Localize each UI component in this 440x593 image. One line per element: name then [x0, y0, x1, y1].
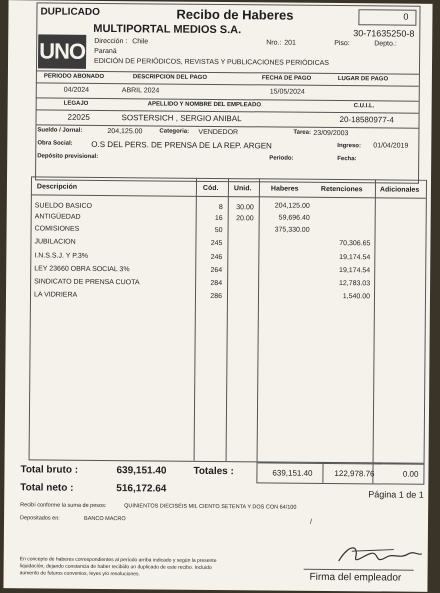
- row-ret: 70,306.65: [339, 240, 371, 248]
- name-label: APELLIDO Y NOMBRE DEL EMPLEADO: [147, 101, 262, 109]
- row-cod: 284: [210, 279, 223, 288]
- fecha-label: Fecha:: [337, 156, 357, 163]
- company-name: MULTIPORTAL MEDIOS S.A.: [93, 22, 242, 37]
- row-cod: 8: [218, 204, 223, 212]
- nro-value: 201: [284, 39, 296, 47]
- sueldo-value: 204,125.00: [107, 128, 143, 136]
- row-cod: 264: [210, 266, 223, 275]
- payment-date-value: 15/05/2024: [269, 88, 305, 96]
- row-desc: SUELDO BASICO: [34, 202, 92, 210]
- row-ret: 1,540.00: [342, 293, 371, 301]
- periodo-label: Periodo:: [269, 155, 294, 162]
- sueldo-label: Sueldo / Jornal:: [37, 127, 83, 134]
- depto-label: Depto.:: [374, 40, 397, 48]
- row-desc: ANTIGÜEDAD: [34, 213, 81, 221]
- depositado-value: BANCO MACRO: [84, 515, 126, 523]
- col-divider: [322, 463, 323, 483]
- recibi-label: Recibí conforme la suma de pesos:: [20, 502, 107, 510]
- col-header-descripcion: Descripción: [36, 183, 78, 191]
- piso-label: Piso:: [334, 40, 350, 48]
- col-header-haberes: Haberes: [270, 185, 299, 193]
- row-desc: I.N.S.S.J. Y P.3%: [34, 252, 89, 260]
- receipt-title: Recibo de Haberes: [176, 6, 294, 23]
- categoria-value: VENDEDOR: [198, 128, 239, 137]
- row-desc: LEY 23660 OBRA SOCIAL 3%: [34, 265, 130, 274]
- row-desc: JUBILACION: [34, 238, 76, 246]
- row-cod: 286: [210, 292, 223, 301]
- signature-scribble: [334, 539, 424, 570]
- row-ret: 19,174.54: [339, 267, 371, 275]
- row-desc: COMISIONES: [34, 225, 80, 233]
- row-unid: 30.00: [236, 204, 254, 212]
- address-label: Dirección :: [94, 37, 128, 46]
- totales-label: Totales :: [193, 465, 234, 478]
- legajo-value: 22025: [67, 112, 90, 122]
- payment-date-header: FECHA DE PAGO: [261, 75, 312, 82]
- payslip-document: [3, 0, 432, 592]
- depositado-label: Depositados en:: [20, 515, 60, 522]
- row-unid: 20.00: [236, 215, 254, 223]
- row-ret: 19,174.54: [339, 254, 371, 262]
- cuil-label: C.U.I.L.: [353, 103, 375, 110]
- row-cod: 50: [214, 226, 223, 235]
- employee-name: SOSTERSICH , SERGIO ANIBAL: [121, 113, 242, 124]
- legal-text-2: liquidación, dejando constancia de haber recibido un duplicado de este recibo. Incluido: [19, 563, 212, 571]
- row-ret: 12,783.03: [338, 280, 371, 288]
- total-bruto-value: 639,151.40: [116, 465, 167, 477]
- period-value: 04/2024: [63, 86, 90, 94]
- cuil-value: 20-18580977-4: [339, 115, 394, 125]
- payment-place-header: LUGAR DE PAGO: [337, 76, 389, 83]
- row-cod: 246: [210, 253, 223, 262]
- page-indicator: Página 1 de 1: [368, 489, 424, 500]
- row-cod: 245: [210, 239, 223, 248]
- obra-social-label: Obra Social:: [37, 140, 73, 147]
- date-slash: /: [309, 518, 313, 526]
- col-header-retenciones: Retenciones: [320, 185, 363, 194]
- row-desc: LA VIDRIERA: [33, 291, 78, 299]
- row-desc: SINDICATO DE PRENSA CUOTA: [34, 278, 140, 287]
- totals-haberes: 639,151.40: [272, 468, 313, 478]
- ingreso-label: Ingreso:: [337, 143, 362, 150]
- firma-label: Firma del empleador: [309, 571, 402, 584]
- recibi-text: QUINIENTOS DIECISÉIS MIL CIENTO SETENTA Y DOS CON 64/100: [124, 503, 297, 511]
- legajo-label: LEGAJO: [63, 100, 89, 107]
- col-header-unid: Unid.: [233, 185, 252, 193]
- tarea-value: 23/09/2003: [313, 129, 349, 138]
- signature-line: [304, 569, 414, 571]
- nro-label: Nro.:: [266, 39, 282, 47]
- col-header-adicionales: Adicionales: [379, 186, 420, 194]
- total-neto-label: Total neto :: [20, 482, 74, 494]
- company-activity: EDICIÓN DE PERIÓDICOS, REVISTAS Y PUBLICACIONES PERIÓDICAS: [94, 57, 330, 67]
- period-header: PERIODO ABONADO: [43, 73, 105, 80]
- legal-text-3: aumento de futuros convenios, leyes y/o resoluciones.: [19, 570, 140, 578]
- obra-social-value: O.S DEL PERS. DE PRENSA DE LA REP. ARGEN: [91, 139, 272, 151]
- totals-adicionales: 0.00: [402, 469, 419, 479]
- total-bruto-label: Total bruto :: [20, 464, 79, 476]
- deposito-label: Depósito previsional:: [37, 153, 99, 160]
- row-haberes: 375,330.00: [274, 226, 310, 234]
- totals-retenciones: 122,978.76: [334, 469, 375, 479]
- tarea-label: Tarea:: [293, 129, 312, 136]
- row-haberes: 204,125.00: [274, 202, 310, 210]
- total-neto-value: 516,172.64: [116, 483, 167, 495]
- col-header-cod: Cód.: [202, 184, 219, 193]
- company-cuit: 30-71635250-8: [353, 28, 415, 39]
- payment-desc-header: DESCRIPCION DEL PAGO: [132, 74, 208, 81]
- address-value: Chile: [132, 38, 149, 46]
- receipt-number: 0: [403, 11, 409, 22]
- copy-type: DUPLICADO: [40, 6, 100, 18]
- company-logo: UNO: [38, 34, 86, 68]
- payment-desc-value: ABRIL 2024: [121, 87, 160, 95]
- row-cod: 16: [214, 214, 223, 223]
- legal-text-1: En concepto de haberes correspondientes al período arriba indicado y según la presente: [19, 556, 217, 564]
- ingreso-value: 01/04/2019: [373, 142, 409, 150]
- categoria-label: Categoria:: [159, 128, 190, 135]
- province: Paraná: [94, 47, 117, 56]
- row-haberes: 59,696.40: [278, 214, 310, 222]
